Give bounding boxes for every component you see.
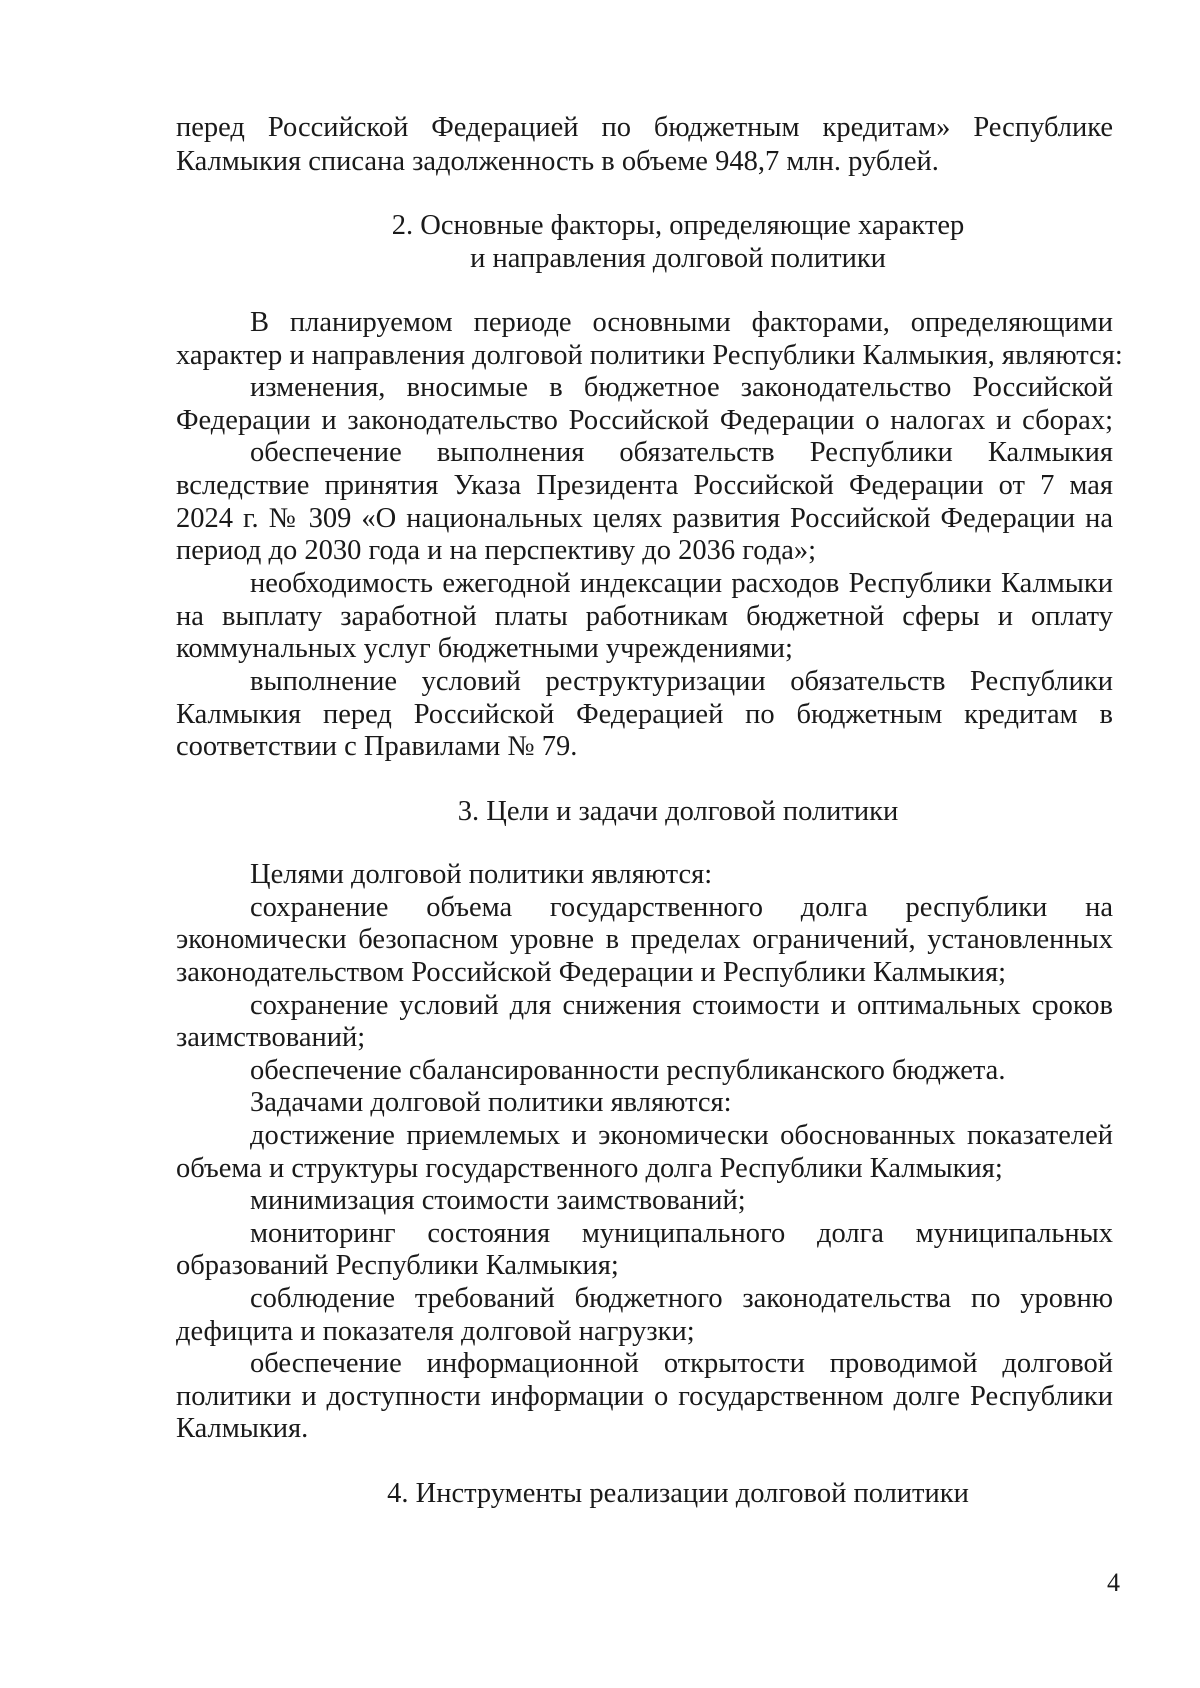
paragraph-line: перед Российской Федерацией по бюджетным кредитам» Республике	[176, 112, 1113, 143]
paragraph-line: сохранение условий для снижения стоимости и оптимальных сроков	[250, 990, 1113, 1021]
paragraph-line: дефицита и показателя долговой нагрузки;	[176, 1316, 695, 1347]
paragraph-line: обеспечение выполнения обязательств Республики Калмыкия	[250, 437, 1113, 468]
paragraph-line: В планируемом периоде основными факторами, определяющими	[250, 307, 1113, 338]
paragraph-line: политики и доступности информации о государственном долге Республики	[176, 1381, 1113, 1412]
paragraph-line: экономически безопасном уровне в пределах ограничений, установленных	[176, 924, 1113, 955]
paragraph-line: Федерации и законодательство Российской Федерации о налогах и сборах;	[176, 405, 1113, 436]
paragraph-line: Целями долговой политики являются:	[250, 859, 713, 890]
paragraph-line: выполнение условий реструктуризации обязательств Республики	[250, 666, 1113, 697]
paragraph-line: период до 2030 года и на перспективу до 2036 года»;	[176, 535, 817, 566]
paragraph-line: изменения, вносимые в бюджетное законодательство Российской	[250, 372, 1113, 403]
section-heading: 4. Инструменты реализации долговой политики	[387, 1478, 969, 1509]
paragraph-line: характер и направления долговой политики Республики Калмыкия, являются:	[176, 340, 1123, 371]
section-heading: и направления долговой политики	[470, 243, 886, 274]
paragraph-line: Калмыкия списана задолженность в объеме 948,7 млн. рублей.	[176, 146, 939, 177]
paragraph-line: достижение приемлемых и экономически обоснованных показателей	[250, 1120, 1113, 1151]
paragraph-line: законодательством Российской Федерации и Республики Калмыкия;	[176, 957, 1007, 988]
paragraph-line: минимизация стоимости заимствований;	[250, 1185, 746, 1216]
paragraph-line: соответствии с Правилами № 79.	[176, 731, 578, 762]
paragraph-line: Калмыкия перед Российской Федерацией по бюджетным кредитам в	[176, 699, 1113, 730]
paragraph-line: сохранение объема государственного долга республики на	[250, 892, 1113, 923]
paragraph-line: Задачами долговой политики являются:	[250, 1087, 732, 1118]
paragraph-line: соблюдение требований бюджетного законодательства по уровню	[250, 1283, 1113, 1314]
paragraph-line: заимствований;	[176, 1022, 366, 1053]
paragraph-line: обеспечение информационной открытости проводимой долговой	[250, 1348, 1113, 1379]
section-heading: 3. Цели и задачи долговой политики	[457, 796, 899, 827]
paragraph-line: обеспечение сбалансированности республиканского бюджета.	[250, 1055, 1006, 1086]
paragraph-line: Калмыкия.	[176, 1413, 309, 1444]
paragraph-line: 2024 г. № 309 «О национальных целях развития Российской Федерации на	[176, 503, 1113, 534]
paragraph-line: необходимость ежегодной индексации расходов Республики Калмыки	[250, 568, 1113, 599]
paragraph-line: образований Республики Калмыкия;	[176, 1250, 619, 1281]
paragraph-line: объема и структуры государственного долга Республики Калмыкия;	[176, 1153, 1003, 1184]
paragraph-line: на выплату заработной платы работникам бюджетной сферы и оплату	[176, 601, 1113, 632]
paragraph-line: коммунальных услуг бюджетными учреждениями;	[176, 633, 793, 664]
section-heading: 2. Основные факторы, определяющие характер	[391, 210, 965, 241]
page-number: 4	[1107, 1568, 1120, 1597]
paragraph-line: вследствие принятия Указа Президента Российской Федерации от 7 мая	[176, 470, 1113, 501]
paragraph-line: мониторинг состояния муниципального долга муниципальных	[250, 1218, 1113, 1249]
